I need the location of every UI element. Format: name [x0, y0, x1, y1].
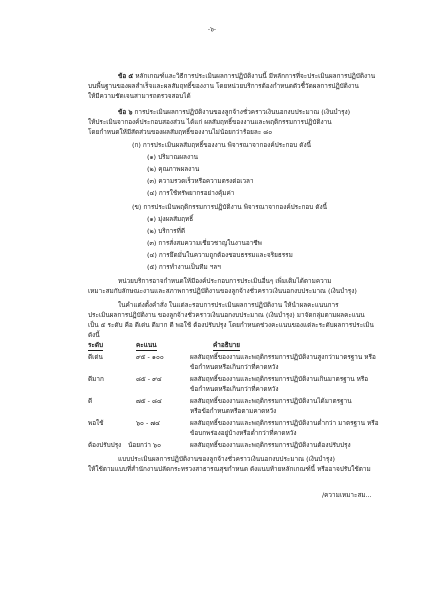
table-row-2-level: ดีมาก: [88, 375, 104, 383]
section-a-title: (ก) การประเมินผลสัมฤทธิ์ของงาน พิจารณาจากองค์ประกอบ ดังนี้: [132, 141, 311, 149]
levels-line-1: ในคำแต่งตั้งคำสั่ง ในแต่ละรอบการประเมินผลการปฏิบัติงาน ให้นำผลคะแนนการ: [118, 301, 339, 309]
section-b-item-4: (๔) การยึดมั่นในความถูกต้องชอบธรรมและจริยธรรม: [147, 251, 293, 259]
section-b-item-2: (๒) บริการที่ดี: [147, 227, 185, 235]
levels-line-4: ดังนี้: [88, 331, 100, 339]
clause-5-line-1: [118, 72, 375, 80]
section-b-item-5: (๕) การทำงานเป็นทีม ฯลฯ: [147, 263, 221, 271]
table-row-4-score: ๖๐ - ๗๔: [136, 419, 160, 427]
table-row-2-score: ๘๕ - ๙๔: [136, 375, 162, 383]
clause-5-line-2: บนพื้นฐานของผลสำเร็จและผลสัมฤทธิ์ของงาน โดยหน่วยบริการต้องกำหนดตัวชี้วัดผลการปฏิบัติงาน: [88, 82, 359, 90]
table-header-score: [136, 341, 157, 351]
table-row-3-score: ๗๕ - ๘๔: [136, 397, 162, 405]
section-a-item-1: (๑) ปริมาณผลงาน: [147, 153, 199, 161]
section-a-item-4: (๔) การใช้ทรัพยากรอย่างคุ้มค่า: [147, 189, 235, 197]
table-header-level-text: ระดับ: [88, 341, 104, 349]
table-header-score-text: คะแนน: [136, 341, 157, 349]
clause-5-line-3: ให้มีความชัดเจนสามารถตรวจสอบได้: [88, 92, 191, 100]
table-row-1-desc-2: ข้อกำหนดหรือเกินกว่าที่คาดหวัง: [190, 363, 279, 371]
note-line-1: หน่วยบริการอาจกำหนดให้มีองค์ประกอบการประเมินอื่นๆ เพิ่มเติมได้ตามความ: [118, 277, 332, 285]
table-row-3-desc-1: ผลสัมฤทธิ์ของงานและพฤติกรรมการปฏิบัติงานได้มาตรฐาน: [190, 397, 352, 405]
table-header-desc: [213, 341, 240, 351]
section-b-item-1: (๑) มุ่งผลสัมฤทธิ์: [147, 215, 194, 223]
section-b-item-3: (๓) การสั่งสมความเชี่ยวชาญในงานอาชีพ: [147, 239, 262, 247]
form-line-2: ให้ใช้ตามแบบที่สำนักงานปลัดกระทรวงสาธารณสุขกำหนด ดังแนบท้ายหลักเกณฑ์นี้ หรืออาจปรับใช้ตาม: [88, 465, 371, 473]
levels-line-3: เป็น ๕ ระดับ คือ ดีเด่น ดีมาก ดี พอใช้ ต้องปรับปรุง โดยกำหนดช่วงคะแนนของแต่ละระดับผลการประเมิน: [88, 321, 374, 329]
table-row-4-desc-2: ข้อบกพร่องอยู่บ้างหรือต่ำกว่าที่คาดหวัง: [190, 429, 297, 437]
table-row-4-desc-1: ผลสัมฤทธิ์ของงานและพฤติกรรมการปฏิบัติงานต่ำกว่า มาตรฐาน หรือ: [190, 419, 379, 427]
table-row-1-score: ๙๕ - ๑๐๐: [136, 353, 164, 361]
table-row-4-level: พอใช้: [88, 419, 104, 427]
table-row-5-level: ต้องปรับปรุง: [88, 441, 122, 449]
table-header-desc-text: คำอธิบาย: [213, 341, 240, 349]
clause-6-line-2: ให้ประเมินจากองค์ประกอบสองส่วน ได้แก่ ผลสัมฤทธิ์ของงานและพฤติกรรมการปฏิบัติงาน: [88, 118, 332, 126]
table-header-level: [88, 341, 103, 351]
table-row-5-desc-1: ผลสัมฤทธิ์ของงานและพฤติกรรมการปฏิบัติงานต้องปรับปรุง: [190, 441, 351, 449]
section-a-item-3: (๓) ความรวดเร็วหรือความตรงต่อเวลา: [147, 177, 254, 185]
section-a-item-2: (๒) คุณภาพผลงาน: [147, 165, 200, 173]
clause-6-heading: ข้อ ๖: [118, 108, 133, 116]
table-row-3-level: ดี: [88, 397, 93, 405]
clause-5-heading: ข้อ ๕: [118, 72, 134, 80]
note-line-2: เหมาะสมกับลักษณะงานและสภาพการปฏิบัติงานของลูกจ้างชั่วคราวเงินนอกงบประมาณ (เงินบำรุง): [88, 287, 357, 295]
clause-5-text-1: หลักเกณฑ์และวิธีการประเมินผลการปฏิบัติงานนี้ มีหลักการที่จะประเมินผลการปฏิบัติงาน: [135, 72, 376, 80]
table-row-3-desc-2: หรือข้อกำหนดหรือตามคาดหวัง: [190, 407, 277, 415]
clause-6-line-3: โดยกำหนดให้มีสัดส่วนของผลสัมฤทธิ์ของงานไม่น้อยกว่าร้อยละ ๘๐: [88, 128, 273, 136]
clause-6-line-1: [118, 108, 350, 116]
clause-6-text-1: การประเมินผลการปฏิบัติงานของลูกจ้างชั่วคราวเงินนอกงบประมาณ (เงินบำรุง): [134, 108, 351, 116]
table-row-1-desc-1: ผลสัมฤทธิ์ของงานและพฤติกรรมการปฏิบัติงานสูงกว่ามาตรฐาน หรือ: [190, 353, 376, 361]
form-line-1: แบบประเมินผลการปฏิบัติงานของลูกจ้างชั่วคราวเงินนอกงบประมาณ (เงินบำรุง): [118, 455, 335, 463]
table-row-2-desc-1: ผลสัมฤทธิ์ของงานและพฤติกรรมการปฏิบัติงานเกินมาตรฐาน หรือ: [190, 375, 369, 383]
continuation-marker: /ความเหมาะสม...: [322, 491, 372, 499]
table-row-1-level: ดีเด่น: [88, 353, 103, 361]
section-b-title: (ข) การประเมินพฤติกรรมการปฏิบัติงาน พิจารณาจากองค์ประกอบ ดังนี้: [132, 203, 327, 211]
table-row-5-score: น้อยกว่า ๖๐: [128, 441, 161, 449]
table-row-2-desc-2: ข้อกำหนดหรือเกินกว่าที่คาดหวัง: [190, 385, 279, 393]
page-number: -๖-: [207, 26, 217, 33]
levels-line-2: ประเมินผลการปฏิบัติงาน ของลูกจ้างชั่วคราวเงินนอกงบประมาณ (เงินบำรุง) มาจัดกลุ่มตามผลคะแนน: [88, 311, 365, 319]
